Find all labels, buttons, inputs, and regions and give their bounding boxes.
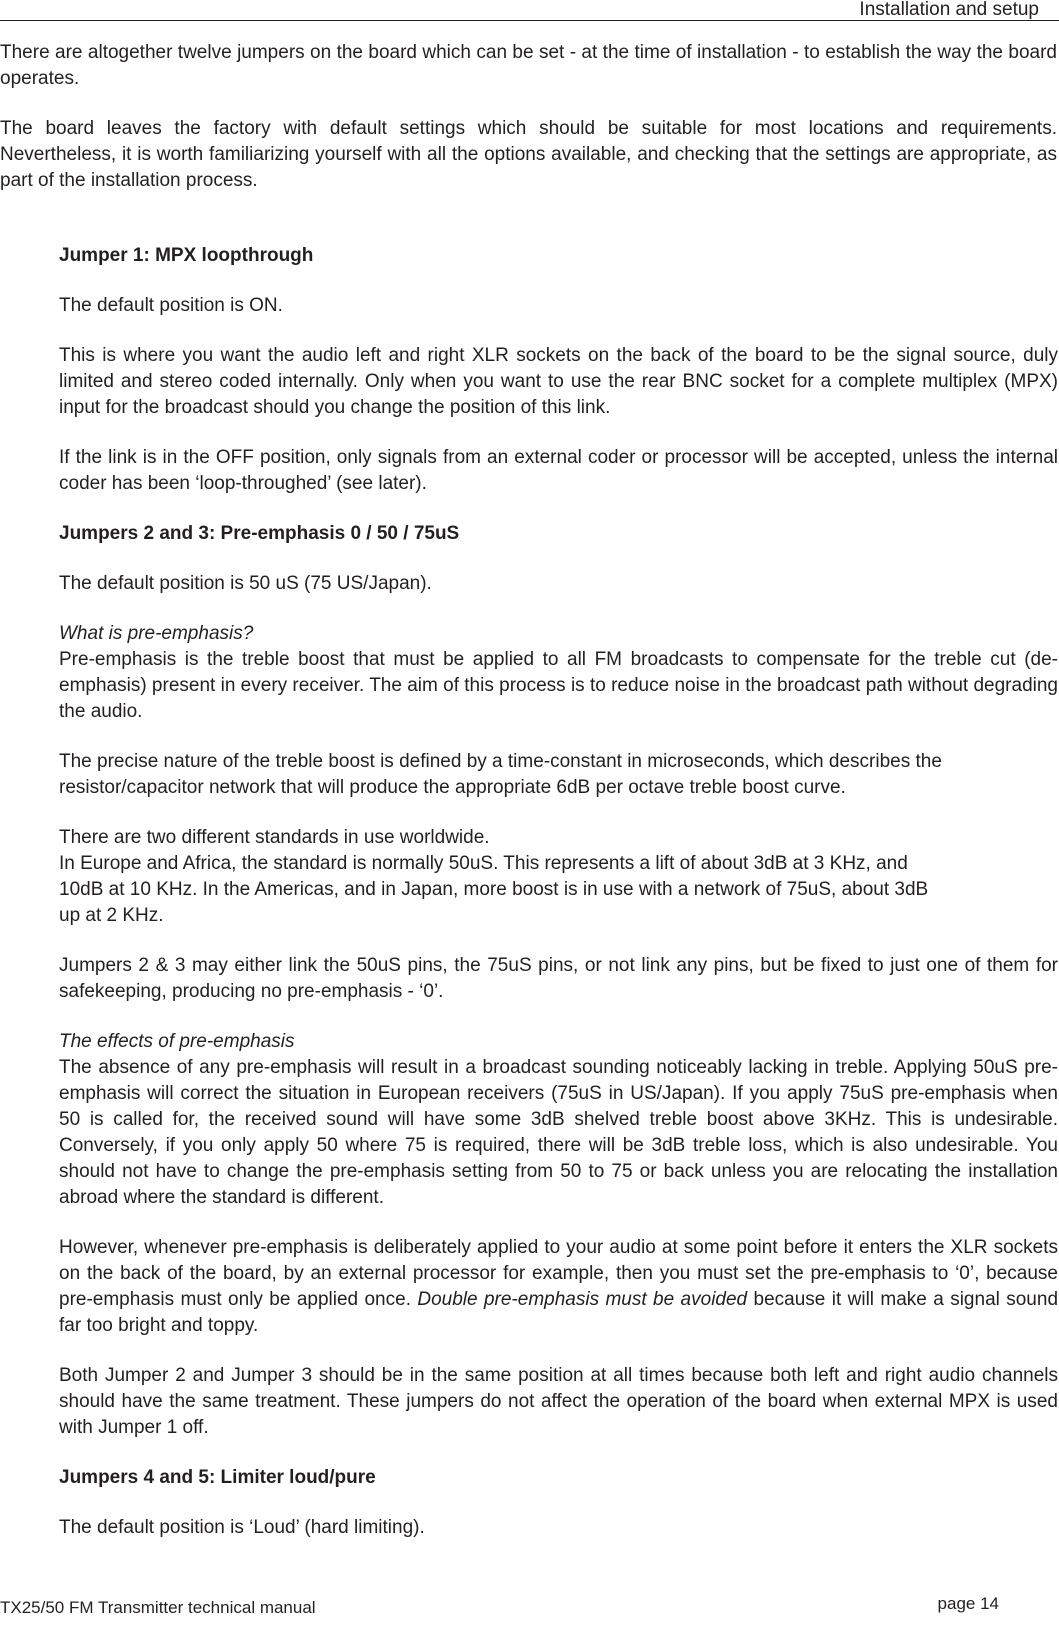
jumper1-paragraph-2: If the link is in the OFF position, only signals from an external coder or processor will be accepted, unless the internal coder has been ‘loop-throughed’ (see later). <box>59 447 1058 494</box>
standards-line-4: up at 2 KHz. <box>59 905 164 926</box>
both-jumpers-paragraph: Both Jumper 2 and Jumper 3 should be in the same position at all times because both left and right audio channels should have the same treatment. These jumpers do not affect the operation of the board when external MPX is used with Jumper 1 off. <box>59 1365 1058 1438</box>
intro-paragraph-2: The board leaves the factory with default settings which should be suitable for most locations and requirements. Nevertheless, it is worth familiarizing yourself with all the options available, and checking that the settings are appropriate, as part of the installation process. <box>0 118 1057 191</box>
standards-line-3: 10dB at 10 KHz. In the Americas, and in Japan, more boost is in use with a network of 75uS, about 3dB <box>59 879 929 900</box>
page-header-title: Installation and setup <box>859 0 1039 20</box>
effects-paragraph: The absence of any pre-emphasis will result in a broadcast sounding noticeably lacking in treble. Applying 50uS pre-emphasis will correct the situation in European receivers (75uS in US/Japan). If you apply 75uS pre-emphasis when 50 is called for, the received sound will have some 3dB shelved treble boost above 3KHz. This is undesirable. Conversely, if you only apply 50 where 75 is required, there will be 3dB treble loss, which is also undesirable. You should not have to change the pre-emphasis setting from 50 to 75 or back unless you are relocating the installation abroad where the standard is different. <box>59 1057 1058 1208</box>
jumper23-default: The default position is 50 uS (75 US/Japan). <box>59 573 432 594</box>
intro-paragraph-1: There are altogether twelve jumpers on the board which can be set - at the time of installation - to establish the way the board operates. <box>0 42 1057 89</box>
however-text-b: because it will make a signal sound far too bright and toppy. <box>59 1289 1059 1336</box>
double-preemphasis-warning: Double pre-emphasis must be avoided <box>417 1289 748 1310</box>
footer-page-number: page 14 <box>937 1594 999 1613</box>
what-is-preemphasis-subheading: What is pre-emphasis? <box>59 623 254 644</box>
jumper45-heading: Jumpers 4 and 5: Limiter loud/pure <box>59 1467 376 1488</box>
precise-nature-line-2: resistor/capacitor network that will produce the appropriate 6dB per octave treble boost curve. <box>59 777 846 798</box>
jumper1-paragraph-1: This is where you want the audio left and right XLR sockets on the back of the board to be the signal source, duly limited and stereo coded internally. Only when you want to use the rear BNC socket for a complete multiplex (MPX) input for the broadcast should you change the position of this link. <box>59 345 1058 418</box>
jumper45-default: The default position is ‘Loud’ (hard limiting). <box>59 1517 425 1538</box>
jumper23-heading: Jumpers 2 and 3: Pre-emphasis 0 / 50 / 75uS <box>59 523 460 544</box>
however-paragraph <box>59 1235 1058 1339</box>
footer-manual-title: TX25/50 FM Transmitter technical manual <box>0 1598 316 1617</box>
jumper-link-paragraph: Jumpers 2 & 3 may either link the 50uS pins, the 75uS pins, or not link any pins, but be fixed to just one of them for safekeeping, producing no pre-emphasis - ‘0’. <box>59 955 1058 1002</box>
precise-nature-line-1: The precise nature of the treble boost is defined by a time-constant in microseconds, which describes the <box>59 751 942 772</box>
header-rule <box>0 20 1059 21</box>
standards-line-1: There are two different standards in use worldwide. <box>59 827 490 848</box>
jumper1-default: The default position is ON. <box>59 295 283 316</box>
jumper1-heading: Jumper 1: MPX loopthrough <box>59 245 314 266</box>
standards-line-2: In Europe and Africa, the standard is normally 50uS. This represents a lift of about 3dB at 3 KHz, and <box>59 853 908 874</box>
intro-section <box>0 40 1057 218</box>
jumper-content <box>59 243 1058 1565</box>
what-is-preemphasis-paragraph: Pre-emphasis is the treble boost that must be applied to all FM broadcasts to compensate for the treble cut (de-emphasis) present in every receiver. The aim of this process is to reduce noise in the broadcast path without degrading the audio. <box>59 649 1058 722</box>
effects-subheading: The effects of pre-emphasis <box>59 1031 295 1052</box>
however-text-a: However, whenever pre-emphasis is deliberately applied to your audio at some point before it enters the XLR sockets on the back of the board, by an external processor for example, then you must set the pre-emphasis to ‘0’, because pre-emphasis must only be applied once. <box>59 1237 1058 1310</box>
